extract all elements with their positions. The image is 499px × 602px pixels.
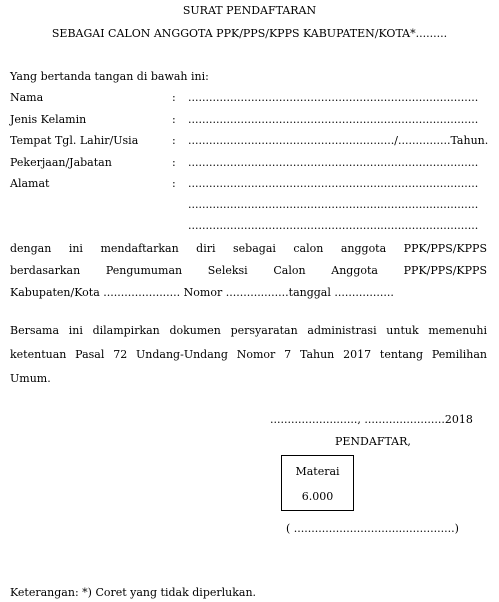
field-label: Jenis Kelamin bbox=[10, 113, 87, 126]
field-colon: : bbox=[172, 134, 176, 147]
field-colon: : bbox=[172, 91, 176, 104]
address-line: ................................................................................... bbox=[188, 219, 479, 232]
signer-role: PENDAFTAR, bbox=[335, 435, 411, 448]
signer-name-line: ( ..............................................) bbox=[286, 522, 459, 535]
paragraph-registration-line: Kabupaten/Kota ...................... Nomor ..................tanggal ................. bbox=[10, 286, 394, 299]
intro-text: Yang bertanda tangan di bawah ini: bbox=[10, 70, 209, 83]
field-colon: : bbox=[172, 156, 176, 169]
paragraph-registration-line: berdasarkan Pengumuman Seleksi Calon Anggota PPK/PPS/KPPS bbox=[10, 264, 487, 277]
field-label: Tempat Tgl. Lahir/Usia bbox=[10, 134, 139, 147]
paragraph-registration-line: dengan ini mendaftarkan diri sebagai calon anggota PPK/PPS/KPPS bbox=[10, 242, 487, 255]
stamp-label: Materai bbox=[295, 465, 340, 478]
field-colon: : bbox=[172, 113, 176, 126]
field-value: ................................................................................... bbox=[188, 177, 479, 190]
stamp-value: 6.000 bbox=[301, 490, 334, 503]
document-title: SURAT PENDAFTARAN bbox=[182, 4, 317, 17]
document-subtitle: SEBAGAI CALON ANGGOTA PPK/PPS/KPPS KABUPATEN/KOTA*......... bbox=[51, 27, 448, 40]
field-value: ................................................................................... bbox=[188, 113, 479, 126]
field-label: Pekerjaan/Jabatan bbox=[10, 156, 112, 169]
field-label: Nama bbox=[10, 91, 44, 104]
address-line: ................................................................................... bbox=[188, 198, 479, 211]
field-value: ................................................................................... bbox=[188, 156, 479, 169]
field-label: Alamat bbox=[10, 177, 50, 190]
field-colon: : bbox=[172, 177, 176, 190]
paragraph-attachment-line: ketentuan Pasal 72 Undang-Undang Nomor 7 Tahun 2017 tentang Pemilihan bbox=[10, 348, 487, 361]
stamp-duty-box bbox=[281, 455, 354, 511]
paragraph-attachment-line: Bersama ini dilampirkan dokumen persyaratan administrasi untuk memenuhi bbox=[10, 324, 487, 337]
paragraph-attachment-line: Umum. bbox=[10, 372, 51, 385]
place-date-line: ........................., .......................2018 bbox=[270, 413, 473, 426]
field-value: .........................................................../...............Tahun. bbox=[188, 134, 489, 147]
field-value: ................................................................................... bbox=[188, 91, 479, 104]
footnote: Keterangan: *) Coret yang tidak diperlukan. bbox=[10, 586, 257, 599]
